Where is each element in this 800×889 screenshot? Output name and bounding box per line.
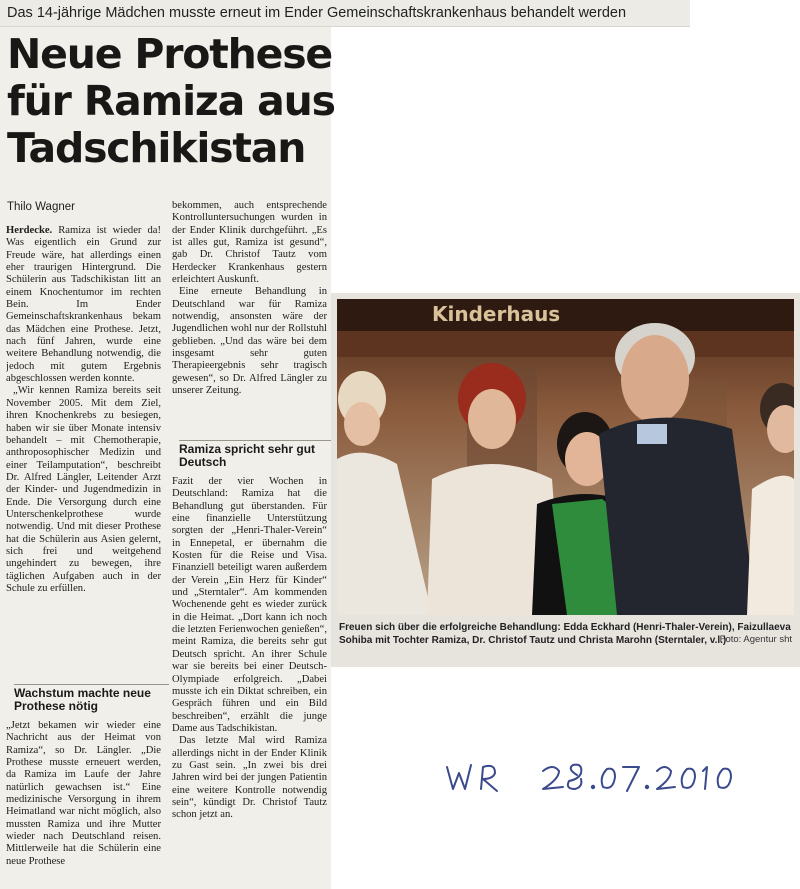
headline-line-1: Neue Prothese <box>7 30 333 78</box>
photo-credit: Foto: Agentur sht <box>719 634 792 645</box>
photo-caption: Freuen sich über die erfolgreiche Behandlung: Edda Eckhard (Henri-Thaler-Verein), Faizullaeva Sohiba mit Tochter Ramiza, Dr. Christof Tautz und Christa Marohn (Sterntaler, v.l.) <box>339 622 791 646</box>
paragraph: bekommen, auch entsprechende Kontrolluntersuchungen wurden in der Ender Klinik durchgeführt. „Es ist alles gut, Ramiza ist gesund“, gab Dr. Christof Tautz vom Herdecker Krankenhaus gestern erleichtert Auskunft. <box>172 200 327 286</box>
headline <box>7 30 335 172</box>
column-2-continued <box>172 476 327 888</box>
kicker-line: Das 14-jährige Mädchen musste erneut im Ender Gemeinschaftskrankenhaus behandelt werden <box>0 0 690 27</box>
shop-sign-text: Kinderhaus <box>432 302 561 326</box>
group-photo <box>337 299 794 615</box>
column-1-continued <box>6 720 161 888</box>
paragraph: „Jetzt bekamen wir wieder eine Nachricht aus der Heimat von Ramiza“, so Dr. Längler. „Die Prothese musste erneuert werden, da Ramiza im Laufe der Jahre natürlich gewachsen ist.“ Eine medizinische Versorgung in ihrem Heimatland war nicht möglich, also mussten Ramiza und ihre Mutter wieder nach Deutschland reisen. Mittlerweile hat die Schülerin eine neue Prothese <box>6 720 161 867</box>
dateline: Herdecke. <box>6 225 53 236</box>
paragraph: Das letzte Mal wird Ramiza allerdings nicht in der Ender Klinik zu Gast sein. „In zwei bis drei Jahren wird bei der jungen Patientin eine weitere Kontrolle notwendig sein“, kündigt Dr. Christof Tautz schon jetzt an. <box>172 735 327 821</box>
column-1 <box>6 225 161 667</box>
column-2 <box>172 200 327 430</box>
handwritten-date-signature <box>443 757 743 797</box>
photo-box <box>331 293 800 667</box>
byline: Thilo Wagner <box>7 201 75 213</box>
headline-line-3: Tadschikistan <box>7 124 306 172</box>
subheading-growth: Wachstum machte neue Prothese nötig <box>14 684 169 713</box>
paragraph: Fazit der vier Wochen in Deutschland: Ramiza hat die Behandlung gut überstanden. Für eine finanzielle Unterstützung sorgten der „Henri-Thaler-Verein“ in Ennepetal, er übernahm die Kosten für die Reise und Visa. Finanziell beteiligt waren außerdem der Verein „Ein Herz für Kinder“ und „Sterntaler“. Am kommenden Wochenende geht es wieder zurück in die Heimat. „Dort kann ich noch die letzten Ferienwochen genießen“, meint Ramiza, die bereits sehr gut Deutsch spricht. An ihrer Schule war sie bereits bei einer Deutsch-Olympiade erfolgreich. „Dabei musste ich ein Diktat schreiben, ein Gespräch führen und ein Bild beschreiben“, erzählt die junge Dame aus Tadschikistan. <box>172 476 327 734</box>
paragraph: „Wir kennen Ramiza bereits seit November 2005. Mit dem Ziel, ihren Knochenkrebs zu besiegen, haben wir sie über Monate intensiv behandelt – mit Chemotherapie, anthroposophischer Medizin und einer Teilamputation“, beschreibt Dr. Alfred Längler, Leitender Arzt der Kinder- und Jugendmedizin in Ende. Die Versorgung durch eine Unterschenkelprothese wurde notwendig. Und mit dieser Prothese hat die Schülerin aus Asien gelernt, sich frei und weitgehend ungehindert zu bewegen, ihre täglichen Aufgaben auch in der Schule zu erfüllen. <box>6 385 161 594</box>
paragraph-text: Ramiza ist wieder da! Was eigentlich ein Grund zur Freude wäre, hat allerdings einen eher traurigen Hintergrund. Die Schülerin aus Tadschikistan litt an einem Knochentumor im rechten Bein. Im Ender Gemeinschaftskrankenhaus bekam das Mädchen eine Prothese. Jetzt, nach fünf Jahren, wurde eine weitere Behandlung notwendig, die jedoch mit gutem Ergebnis abgeschlossen werden konnte. <box>6 225 161 385</box>
subheading-german: Ramiza spricht sehr gut Deutsch <box>179 440 334 469</box>
paragraph: Eine erneute Behandlung in Deutschland war für Ramiza notwendig, ansonsten wäre der Jugendlichen wohl nur der Rollstuhl geblieben. „Und das wäre bei dem insgesamt sehr guten Therapieergebnis sehr tragisch gewesen“, so Dr. Alfred Längler zu unserer Zeitung. <box>172 286 327 397</box>
paragraph <box>6 225 161 385</box>
group-photo-image <box>337 299 794 615</box>
headline-line-2: für Ramiza aus <box>7 77 335 125</box>
handwritten-note <box>443 757 743 797</box>
